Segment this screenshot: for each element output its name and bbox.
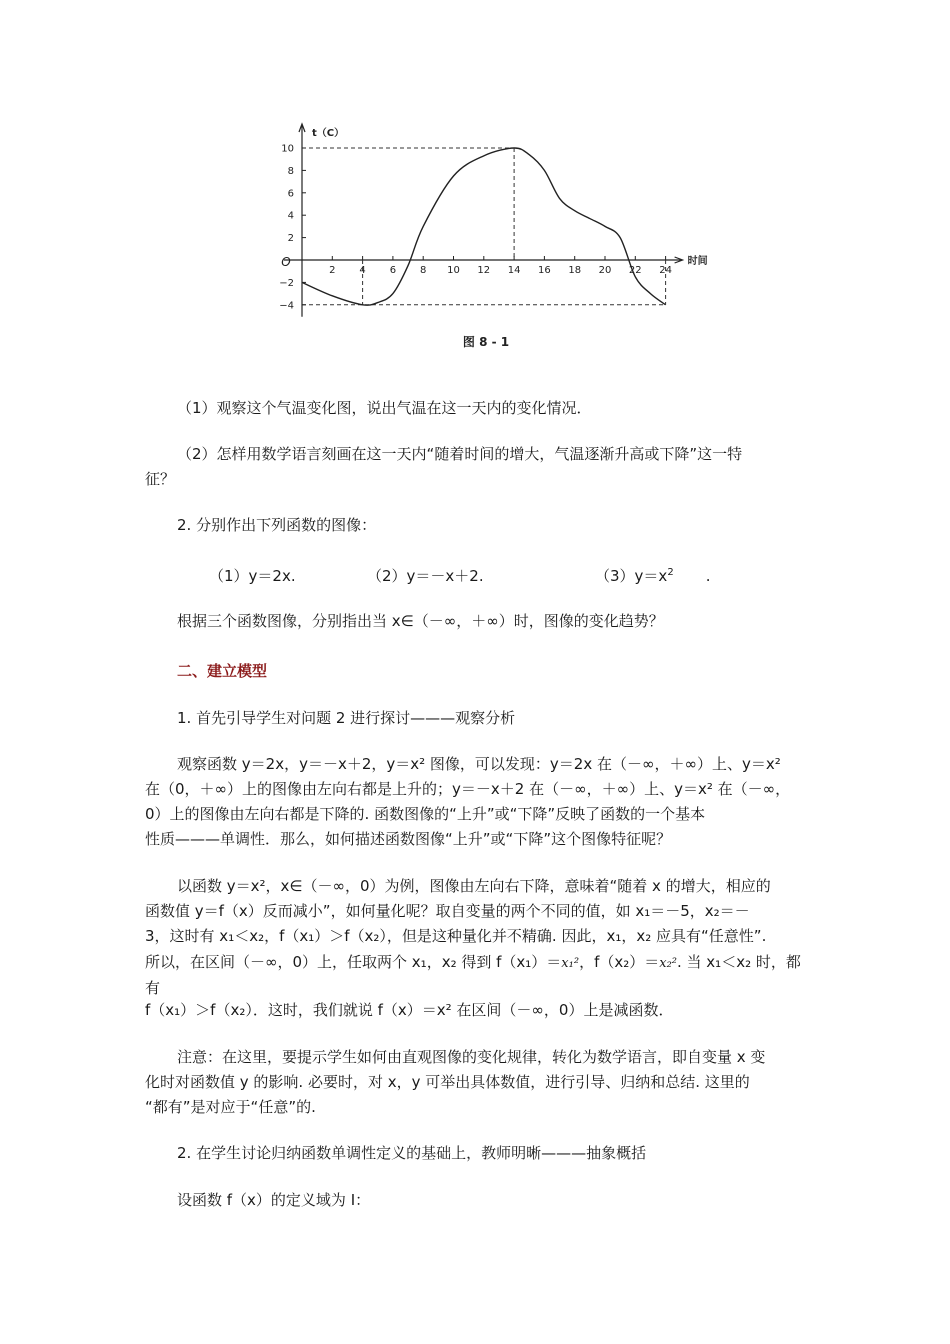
section-heading-build-model: 二、建立模型 bbox=[177, 662, 268, 680]
example-line-2: 函数值 y＝f（x）反而减小”，如何量化呢？取自变量的两个不同的值，如 x₁＝－5，x₂＝－ bbox=[145, 902, 750, 920]
function-1: （1）y＝2x. bbox=[209, 567, 296, 585]
example-line-4 bbox=[145, 950, 810, 1001]
x-tick-label: 22 bbox=[628, 265, 642, 276]
question-2-line-2: 征？ bbox=[145, 470, 176, 488]
temperature-chart bbox=[270, 118, 730, 363]
x-tick-label: 12 bbox=[477, 265, 491, 276]
observation-line-1: 观察函数 y＝2x，y＝－x＋2，y＝x² 图像，可以发现：y＝2x 在（－∞，＋∞）上、y＝x² bbox=[177, 755, 781, 773]
question-2-line-1: （2）怎样用数学语言刻画在这一天内“随着时间的增大，气温逐渐升高或下降”这一特 bbox=[177, 445, 743, 463]
trend-question: 根据三个函数图像，分别指出当 x∈（－∞，＋∞）时，图像的变化趋势？ bbox=[177, 612, 664, 630]
math-x2-squared: x₂² bbox=[659, 956, 677, 971]
y-tick-label: 2 bbox=[287, 233, 294, 245]
item-2: 2. 分别作出下列函数的图像： bbox=[177, 516, 377, 534]
function-list bbox=[145, 564, 810, 589]
y-tick-label: −2 bbox=[279, 277, 294, 289]
temperature-curve bbox=[302, 148, 666, 305]
definition-intro: 设函数 f（x）的定义域为 I： bbox=[177, 1191, 371, 1209]
x-tick-label: 14 bbox=[507, 265, 521, 276]
function-3 bbox=[531, 564, 710, 589]
example-line-3: 3，这时有 x₁＜x₂，f（x₁）＞f（x₂），但是这种量化并不精确. 因此，x₁，x₂ 应具有“任意性”. bbox=[145, 927, 767, 945]
note-line-2: 化时对函数值 y 的影响. 必要时，对 x，y 可举出具体数值，进行引导、归纳和总结. 这里的 bbox=[145, 1073, 750, 1091]
observation-line-3: 0）上的图像由左向右都是下降的. 函数图像的“上升”或“下降”反映了函数的一个基本 bbox=[145, 805, 706, 823]
figure-caption: 图 8 - 1 bbox=[462, 335, 510, 349]
function-3-exponent: 2 bbox=[667, 567, 674, 578]
function-3-text: （3）y＝x bbox=[595, 567, 668, 585]
y-tick-label: 6 bbox=[287, 188, 294, 200]
y-tick-label: 10 bbox=[281, 143, 294, 155]
conclusion: f（x₁）＞f（x₂）．这时，我们就说 f（x）＝x² 在区间（－∞，0）上是减函数． bbox=[145, 1001, 674, 1019]
y-tick-label: 8 bbox=[287, 165, 294, 177]
example-line-4-c: . 当 x₁＜x₂ 时，都有 bbox=[145, 953, 801, 997]
example-line-4-a: 所以，在区间（－∞，0）上，任取两个 x₁，x₂ 得到 f（x₁）＝ bbox=[145, 953, 562, 971]
observation-line-4: 性质———单调性．那么，如何描述函数图像“上升”或“下降”这个图像特征呢？ bbox=[145, 830, 672, 848]
temperature-figure bbox=[270, 118, 730, 363]
step-2: 2. 在学生讨论归纳函数单调性定义的基础上，教师明晰———抽象概括 bbox=[177, 1144, 647, 1162]
x-tick-label: 10 bbox=[447, 265, 460, 276]
x-tick-label: 18 bbox=[568, 265, 582, 276]
x-tick-label: 24 bbox=[659, 265, 672, 276]
x-tick-label: 4 bbox=[359, 265, 366, 276]
x-tick-label: 2 bbox=[329, 265, 336, 276]
y-tick-label: 4 bbox=[287, 210, 294, 222]
x-axis-label: 时间 bbox=[687, 256, 708, 267]
math-x1-squared: x₁² bbox=[561, 956, 580, 971]
x-tick-label: 20 bbox=[598, 265, 612, 276]
function-2: （2）y＝－x＋2. bbox=[367, 567, 484, 585]
step-1: 1. 首先引导学生对问题 2 进行探讨———观察分析 bbox=[177, 709, 516, 727]
y-tick-label: −4 bbox=[279, 300, 294, 312]
function-3-period: . bbox=[705, 567, 711, 585]
y-axis-label: t（C） bbox=[312, 128, 345, 139]
question-1: （1）观察这个气温变化图，说出气温在这一天内的变化情况． bbox=[177, 399, 592, 417]
example-line-1: 以函数 y＝x²，x∈（－∞，0）为例，图像由左向右下降，意味着“随着 x 的增大，相应的 bbox=[177, 877, 771, 895]
example-line-4-b: ，f（x₂）＝ bbox=[579, 953, 660, 971]
note-line-1: 注意：在这里，要提示学生如何由直观图像的变化规律，转化为数学语言，即自变量 x 变 bbox=[177, 1048, 766, 1066]
note-line-3: “都有”是对应于“任意”的. bbox=[145, 1098, 316, 1116]
x-tick-label: 8 bbox=[420, 265, 427, 276]
x-tick-label: 6 bbox=[389, 265, 397, 276]
origin-label: O bbox=[281, 255, 291, 269]
observation-line-2: 在（0，＋∞）上的图像由左向右都是上升的；y＝－x＋2 在（－∞，＋∞）上、y＝x² 在（－∞， bbox=[145, 780, 791, 798]
x-tick-label: 16 bbox=[538, 265, 551, 276]
